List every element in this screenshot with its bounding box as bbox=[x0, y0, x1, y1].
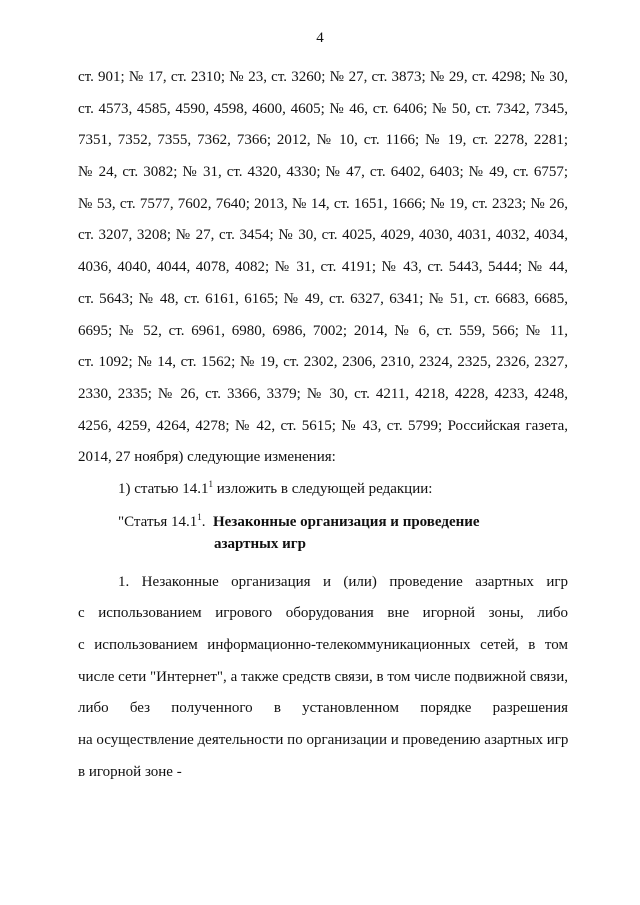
text-line: ст. 5643; № 48, ст. 6161, 6165; № 49, ст. 6327, 6341; № 51, ст. 6683, 6685, bbox=[78, 290, 568, 307]
text-line: с использованием игрового оборудования вне игорной зоны, либо bbox=[78, 605, 568, 622]
text-line: ст. 4573, 4585, 4590, 4598, 4600, 4605; № 46, ст. 6406; № 50, ст. 7342, 7345, bbox=[78, 100, 568, 117]
text-line: 4036, 4040, 4044, 4078, 4082; № 31, ст. 4191; № 43, ст. 5443, 5444; № 44, bbox=[78, 259, 568, 276]
page-number: 4 bbox=[316, 30, 324, 46]
text-line: 2014, 27 ноября) следующие изменения: bbox=[78, 449, 336, 466]
item-1-suffix: изложить в следующей редакции: bbox=[213, 480, 433, 497]
article-label-sup: 1 bbox=[197, 511, 202, 522]
text-line: 2330, 2335; № 26, ст. 3366, 3379; № 30, ст. 4211, 4218, 4228, 4233, 4248, bbox=[78, 385, 568, 402]
text-line: 1. Незаконные организация и (или) проведение азартных игр bbox=[118, 573, 568, 590]
article-label-suffix: . bbox=[201, 513, 206, 530]
text-line: 4256, 4259, 4264, 4278; № 42, ст. 5615; № 43, ст. 5799; Российская газета, bbox=[78, 417, 568, 434]
article-title-line-2: азартных игр bbox=[214, 535, 306, 552]
document-body bbox=[78, 62, 568, 788]
item-1-prefix: 1) статью 14.1 bbox=[118, 480, 209, 497]
item-1-sup: 1 bbox=[208, 478, 214, 489]
text-line: ст. 901; № 17, ст. 2310; № 23, ст. 3260; № 27, ст. 3873; № 29, ст. 4298; № 30, bbox=[78, 69, 568, 85]
text-line: либо без полученного в установленном порядке разрешения bbox=[78, 700, 568, 717]
text-line: 7351, 7352, 7355, 7362, 7366; 2012, № 10, ст. 1166; № 19, ст. 2278, 2281; bbox=[78, 132, 568, 149]
text-line: № 53, ст. 7577, 7602, 7640; 2013, № 14, ст. 1651, 1666; № 19, ст. 2323; № 26, bbox=[78, 195, 568, 212]
text-line: на осуществление деятельности по организации и проведению азартных игр bbox=[78, 732, 569, 749]
intro-paragraph bbox=[78, 62, 568, 474]
item-1-line bbox=[78, 474, 568, 506]
text-line: в игорной зоне - bbox=[78, 763, 182, 780]
text-line: № 24, ст. 3082; № 31, ст. 4320, 4330; № 47, ст. 6402, 6403; № 49, ст. 6757; bbox=[78, 164, 568, 181]
text-line: ст. 3207, 3208; № 27, ст. 3454; № 30, ст. 4025, 4029, 4030, 4031, 4032, 4034, bbox=[78, 227, 568, 244]
text-line: ст. 1092; № 14, ст. 1562; № 19, ст. 2302, 2306, 2310, 2324, 2325, 2326, 2327, bbox=[78, 354, 568, 371]
article-title-line-1: Незаконные организация и проведение bbox=[212, 513, 480, 530]
text-line: 6695; № 52, ст. 6961, 6980, 6986, 7002; 2014, № 6, ст. 559, 566; № 11, bbox=[78, 322, 568, 339]
text-line: с использованием информационно-телекоммуникационных сетей, в том bbox=[78, 637, 568, 653]
text-line: числе сети "Интернет", а также средств связи, в том числе подвижной связи, bbox=[78, 668, 568, 685]
article-label-prefix: "Статья 14.1 bbox=[118, 513, 198, 530]
paragraph-1 bbox=[78, 567, 568, 789]
article-heading bbox=[78, 511, 568, 555]
article-heading-line-1 bbox=[78, 511, 568, 533]
